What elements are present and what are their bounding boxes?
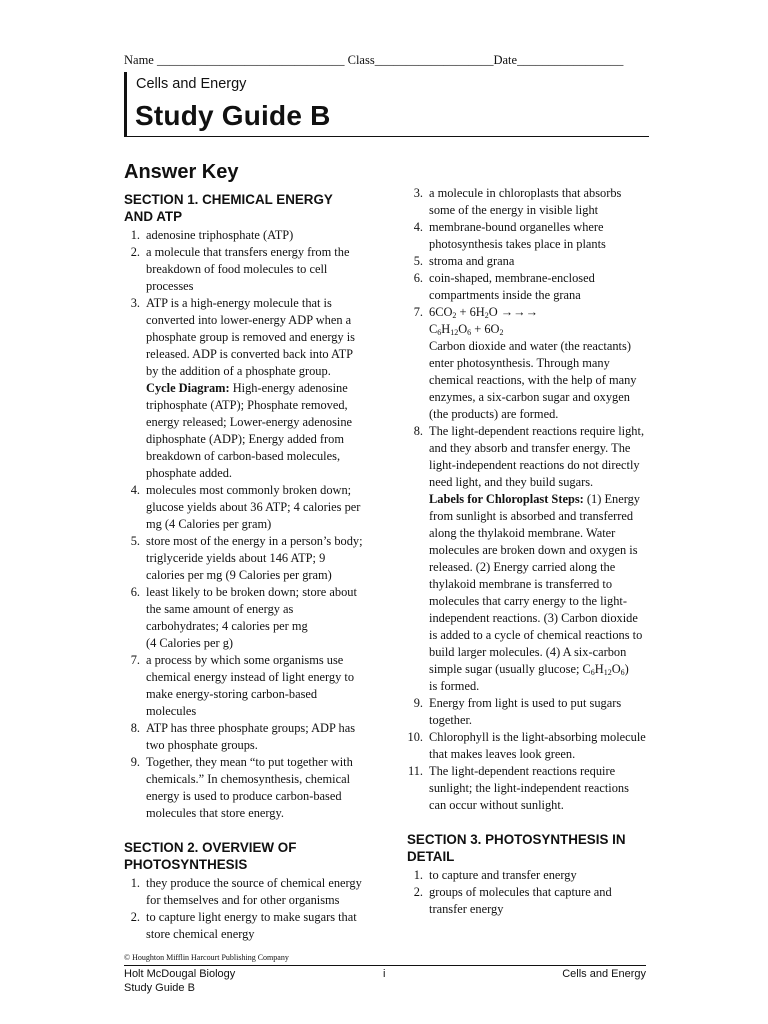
student-info-line	[124, 53, 623, 68]
section1-heading: SECTION 1. CHEMICAL ENERGY AND ATP	[124, 192, 333, 224]
list-item: 7. $6CO_2 + 6H_2O$ →→→ $C_6H_{12}O_6 + 6O_2$ Carbon dioxide and water (the reactants) enter photosynthesis. Through many chemical reactions, with the help of many enzymes, a six-carbon sugar and oxygen (the products) are formed.	[413, 305, 637, 421]
photosynthesis-equation: $6CO_2 + 6H_2O$ →→→ $C_6H_{12}O_6 + 6O_2$	[429, 305, 538, 337]
list-item: 5. stroma and grana	[413, 254, 515, 268]
list-item: 6. coin-shaped, membrane-enclosed compartments inside the grana	[413, 271, 595, 302]
list-item: 11. The light-dependent reactions require sunlight; the light-independent reactions can occur without sunlight.	[407, 764, 629, 812]
section2-heading: SECTION 2. OVERVIEW OF PHOTOSYNTHESIS	[124, 840, 297, 872]
section2-list-part2	[407, 185, 647, 814]
title-block	[124, 72, 649, 137]
list-item: 1. adenosine triphosphate (ATP)	[130, 228, 294, 242]
name-label: Name	[124, 53, 154, 67]
list-item: 6. least likely to be broken down; store about the same amount of energy as carbohydrates; 4 calories per mg (4 Calories per g)	[130, 585, 357, 650]
list-item: 2. to capture light energy to make sugars that store chemical energy	[130, 910, 357, 941]
list-item: 8. ATP has three phosphate groups; ADP has two phosphate groups.	[130, 721, 356, 752]
answer-key-heading: Answer Key	[124, 161, 239, 183]
section1-list	[124, 227, 364, 822]
list-item: 2. groups of molecules that capture and transfer energy	[413, 885, 612, 916]
footer-unit: Cells and Energy	[562, 968, 646, 980]
right-column	[407, 185, 647, 918]
list-item: 4. membrane-bound organelles where photosynthesis takes place in plants	[413, 220, 606, 251]
name-blank: ______________________________	[156, 53, 345, 67]
date-blank: _________________	[517, 53, 624, 67]
list-item: 4. molecules most commonly broken down; glucose yields about 36 ATP; 4 calories per mg (4 Calories per gram)	[130, 483, 361, 531]
left-column	[124, 192, 364, 943]
list-item: 8. The light-dependent reactions require light, and they absorb and transfer energy. The light-independent reactions do not directly need light, and they build sugars. Labels for Chloroplast Steps: (1) Energy from sunlight is absorbed and transferred along the thylakoid membrane. Water molecules are broken down and oxygen is released. (2) Energy carried along the thylakoid membrane is transferred to molecules that carry energy to the light-independent reactions. (3) Carbon dioxide is added to a cycle of chemical reactions to build larger molecules. (4) A six-carbon simple sugar (usually glucose; $C_6H_{12}O_6$) is formed.	[413, 424, 645, 693]
footer-publisher: Holt McDougal Biology	[124, 968, 236, 980]
list-item: 9. Energy from light is used to put sugars together.	[413, 696, 622, 727]
list-item: 3. a molecule in chloroplasts that absorbs some of the energy in visible light	[413, 186, 622, 217]
class-label: Class	[347, 53, 375, 67]
section3-heading: SECTION 3. PHOTOSYNTHESIS IN DETAIL	[407, 832, 626, 864]
list-item: 9. Together, they mean “to put together with chemicals.” In chemosynthesis, chemical energy is used to produce carbon-based molecules that store energy.	[130, 755, 353, 820]
copyright-notice: © Houghton Mifflin Harcourt Publishing Company	[124, 953, 289, 962]
list-item: 1. to capture and transfer energy	[413, 868, 577, 882]
list-item: 7. a process by which some organisms use chemical energy instead of light energy to make energy-storing carbon-based molecules	[130, 653, 355, 718]
unit-title: Cells and Energy	[136, 76, 247, 92]
list-item: 5. store most of the energy in a person’s body; triglyceride yields about 146 ATP; 9 calories per mg (9 Calories per gram)	[130, 534, 363, 582]
list-item: 3. ATP is a high-energy molecule that is converted into lower-energy ADP when a phosphate group is removed and energy is released. ADP is converted back into ATP by the addition of a phosphate group. Cycle Diagram: High-energy adenosine triphosphate (ATP); Phosphate removed, energy released; Lower-energy adenosine diphosphate (ADP); Energy added from breakdown of carbon-based molecules, phosphate added.	[130, 296, 355, 480]
section3-list	[407, 867, 647, 918]
footer-divider	[124, 965, 646, 966]
guide-title: Study Guide B	[135, 100, 331, 131]
class-blank: ___________________	[374, 53, 494, 67]
footer-guide: Study Guide B	[124, 982, 195, 994]
list-item: 2. a molecule that transfers energy from the breakdown of food molecules to cell processes	[130, 245, 350, 293]
list-item: 10. Chlorophyll is the light-absorbing molecule that makes leaves look green.	[407, 730, 646, 761]
date-label: Date	[493, 53, 518, 67]
section2-list-part1	[124, 875, 364, 943]
list-item: 1. they produce the source of chemical energy for themselves and for other organisms	[130, 876, 362, 907]
page-number: i	[383, 968, 386, 980]
